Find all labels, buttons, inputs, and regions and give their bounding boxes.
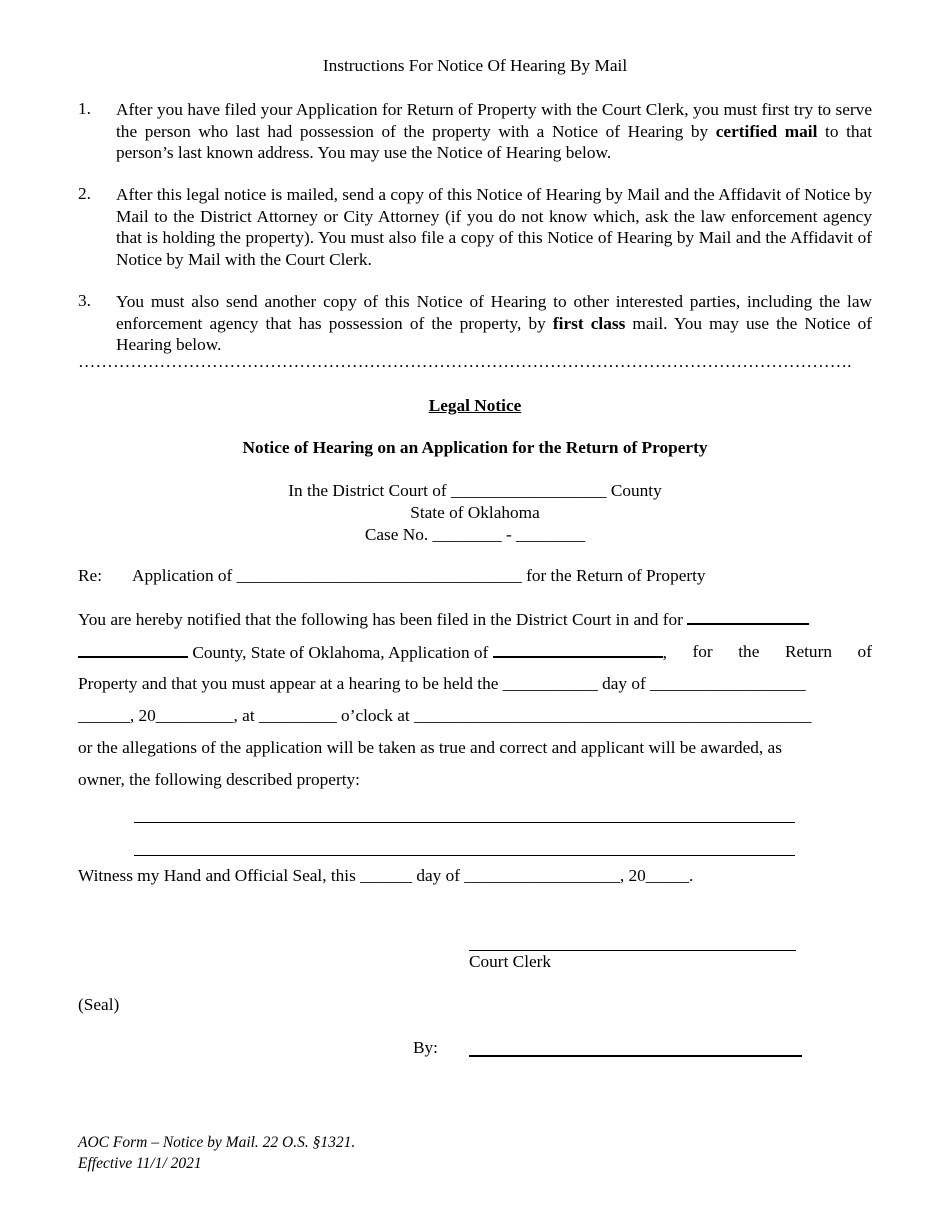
body-line-6: owner, the following described property: bbox=[78, 770, 360, 789]
instruction-item bbox=[78, 184, 872, 270]
instruction-text: You must also send another copy of this Notice of Hearing to other interested parties, including the law enforcement agency that has possession of the property, by first class mail. You may use the Notice of Hearing below. bbox=[116, 292, 872, 354]
instruction-number: 1. bbox=[78, 99, 91, 118]
instructions-title: Instructions For Notice Of Hearing By Mail bbox=[322, 56, 628, 75]
blank-applicant bbox=[493, 642, 663, 658]
body-line-5: or the allegations of the application will be taken as true and correct and applicant will be awarded, as bbox=[78, 738, 782, 757]
seal-label: (Seal) bbox=[78, 995, 120, 1014]
state-line: State of Oklahoma bbox=[410, 503, 540, 522]
footer-effective-date: Effective 11/1/ 2021 bbox=[78, 1155, 202, 1172]
blank-county bbox=[687, 609, 809, 625]
body-line-3: Property and that you must appear at a hearing to be held the ___________ day of __________________ bbox=[78, 674, 806, 693]
deputy-signature-line bbox=[469, 1055, 802, 1057]
dotted-separator: ……………………………………………………………………………………………………………………. bbox=[78, 352, 852, 371]
court-clerk-label: Court Clerk bbox=[469, 952, 552, 971]
re-text: Application of _________________________________ for the Return of Property bbox=[132, 566, 706, 585]
court-clerk-signature-line bbox=[469, 950, 796, 951]
by-label: By: bbox=[413, 1038, 438, 1057]
notice-title: Notice of Hearing on an Application for the Return of Property bbox=[242, 438, 708, 457]
instruction-item bbox=[78, 99, 872, 164]
body-line-4: ______, 20_________, at _________ o’clock at ______________________________________________ bbox=[78, 706, 812, 725]
re-label: Re: bbox=[78, 566, 102, 585]
property-description-line bbox=[134, 855, 795, 856]
instruction-number: 3. bbox=[78, 291, 91, 310]
instruction-text: After this legal notice is mailed, send a copy of this Notice of Hearing by Mail and the Affidavit of Notice by Mail to the District Attorney or City Attorney (if you do not know which, ask the law enforcement agency that is holding the property). You must also file a copy of this Notice of Hearing by Mail and the Affidavit of Notice by Mail with the Court Clerk. bbox=[116, 185, 872, 269]
blank-county bbox=[78, 642, 188, 658]
instruction-item bbox=[78, 291, 872, 356]
witness-line: Witness my Hand and Official Seal, this ______ day of __________________, 20_____. bbox=[78, 866, 694, 885]
legal-notice-heading: Legal Notice bbox=[428, 396, 522, 415]
property-description-line bbox=[134, 822, 795, 823]
court-line: In the District Court of __________________ County bbox=[288, 481, 662, 500]
case-number-line: Case No. ________ - ________ bbox=[364, 525, 586, 544]
body-line-1: You are hereby notified that the following has been filed in the District Court in and for bbox=[78, 609, 872, 631]
instruction-number: 2. bbox=[78, 184, 91, 203]
re-line bbox=[78, 566, 706, 586]
instruction-text: After you have filed your Application for Return of Property with the Court Clerk, you must first try to serve the person who last had possession of the property with a Notice of Hearing by certified mail to that person’s last known address. You may use the Notice of Hearing below. bbox=[116, 100, 872, 162]
body-line-2: County, State of Oklahoma, Application of , for the Return of bbox=[78, 642, 872, 664]
footer-form-citation: AOC Form – Notice by Mail. 22 O.S. §1321. bbox=[78, 1134, 356, 1151]
